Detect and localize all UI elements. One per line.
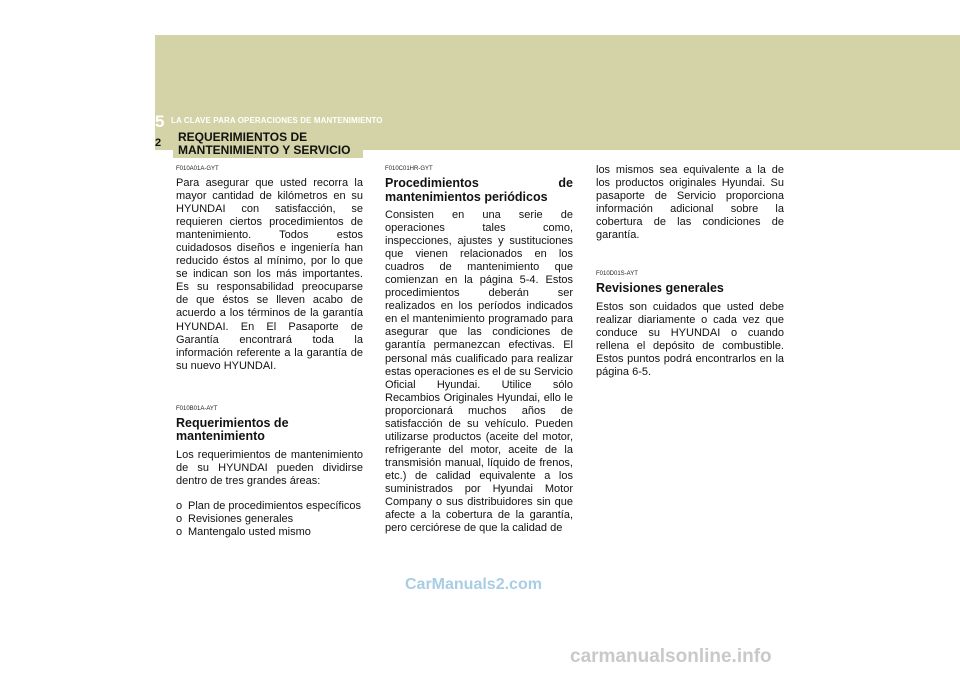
chapter-number: 5 <box>155 112 165 131</box>
chapter-title: LA CLAVE PARA OPERACIONES DE MANTENIMIENTO <box>171 116 383 125</box>
section-title-line2: MANTENIMIENTO Y SERVICIO <box>178 143 351 157</box>
periodic-maintenance-paragraph: Consisten en una serie de operaciones tales como, inspecciones, ajustes y sustituciones que vienen relacionados en los cuadros de mantenimiento que comienzan en la página 5-4. Estos procedimientos deberán ser realizados en los períodos indicados en el mantenimiento programado para asegurar que las condiciones de garantía permanezcan efectivas. El personal más cualificado para realizar estas operaciones es el de su Servicio Oficial Hyundai. Utilice sólo Recambios Originales Hyundai, ello le proporcionará muchos años de satisfacción de su vehículo. Pueden utilizarse productos (aceite del motor, refrigerante del motor, aceite de la transmisión manual, líquido de frenos, etc.) de calidad equivalente a los suministrados por Hyundai Motor Company o sus distribuidores sin que afecte a la cobertura de la garantía, pero cerciórese de que la calidad de <box>385 209 573 535</box>
column-3 <box>596 164 784 379</box>
bullet: o <box>176 525 183 538</box>
list-item <box>176 526 363 539</box>
watermark-text: carmanualsonline.info <box>570 646 772 667</box>
list-item <box>176 513 363 526</box>
section-title <box>178 131 350 157</box>
heading-line: Procedimientos de <box>385 176 573 190</box>
requirements-list <box>176 500 363 539</box>
column-1 <box>176 165 363 539</box>
page-number: 2 <box>155 137 162 149</box>
section-code: F010D01S-AYT <box>596 271 638 278</box>
heading-line: mantenimientos periódicos <box>385 189 548 204</box>
section-code: F010C01HR-GYT <box>385 166 433 172</box>
list-item <box>176 500 363 513</box>
watermark-link[interactable]: CarManuals2.com <box>405 576 542 593</box>
section-title-line1: REQUERIMIENTOS DE <box>178 130 308 144</box>
bullet: o <box>176 499 183 512</box>
list-item-text: Revisiones generales <box>188 512 294 525</box>
periodic-maintenance-heading <box>385 177 573 204</box>
general-checks-heading: Revisiones generales <box>596 281 724 296</box>
section-code: F010A01A-GYT <box>176 166 219 172</box>
column-2 <box>385 165 573 535</box>
bullet: o <box>176 512 183 525</box>
continued-paragraph: los mismos sea equivalente a la de los productos originales Hyundai. Su pasaporte de Servicio proporciona información adicional sobre la cobertura de las condiciones de garantía. <box>596 164 784 242</box>
requirements-paragraph: Los requerimientos de mantenimiento de su HYUNDAI pueden dividirse dentro de tres grandes áreas: <box>176 448 363 487</box>
heading-line: Requerimientos de <box>176 415 289 430</box>
list-item-text: Plan de procedimientos específicos <box>188 499 362 512</box>
heading-line: mantenimiento <box>176 429 265 444</box>
section-code: F010B01A-AYT <box>176 405 218 412</box>
list-item-text: Mantengalo usted mismo <box>188 525 311 538</box>
maintenance-requirements-heading <box>176 417 363 444</box>
general-checks-paragraph: Estos son cuidados que usted debe realizar diariamente o cada vez que conduce su HYUNDAI o cuando rellena el depósito de combustible. Estos puntos podrá encontrarlos en la página 6-5. <box>596 300 784 379</box>
intro-paragraph: Para asegurar que usted recorra la mayor cantidad de kilómetros en su HYUNDAI con satisfacción, se requieren ciertos procedimientos de mantenimiento. Todos estos cuidadosos diseños e ingeniería han reducido éstos al mínimo, por lo que se indican son los más importantes. Es su responsabilidad preocuparse de que éstos se lleven acabo de acuerdo a los términos de la garantía HYUNDAI. En El Pasaporte de Garantía encontrará toda la información referente a la garantía de su nuevo HYUNDAI. <box>176 177 363 372</box>
